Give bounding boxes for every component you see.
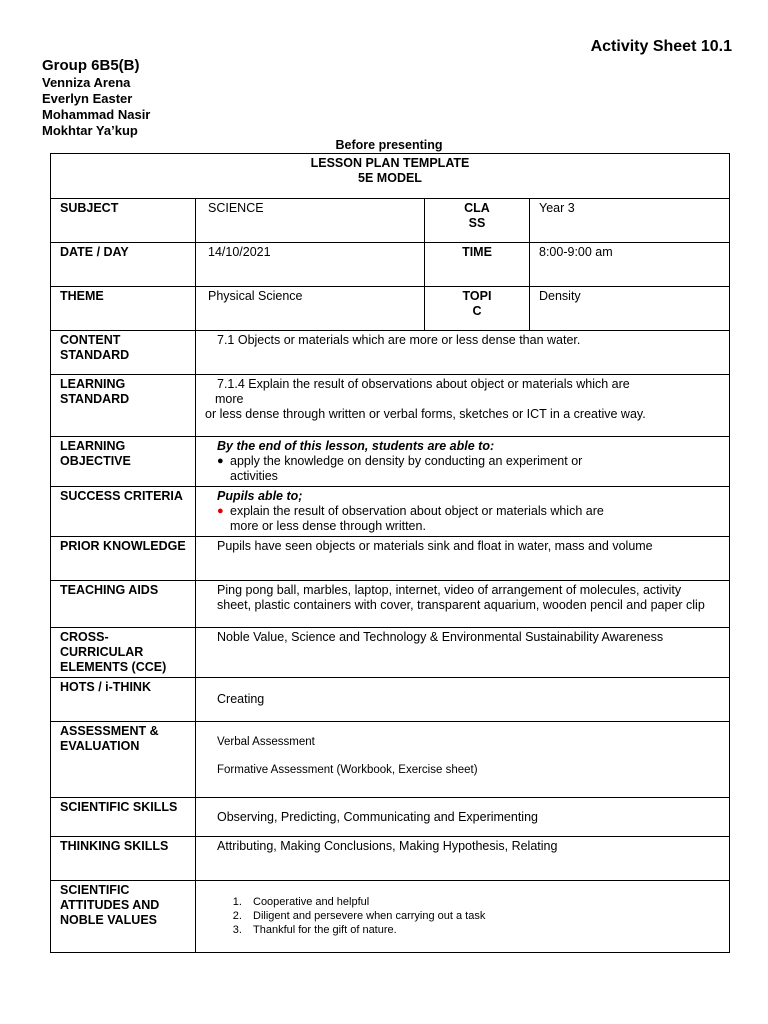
table-row bbox=[51, 678, 730, 722]
template-title: LESSON PLAN TEMPLATE bbox=[310, 156, 470, 170]
scientific-attitudes-value bbox=[196, 881, 730, 953]
topic-label-line: TOPI bbox=[462, 289, 492, 303]
date-value: 14/10/2021 bbox=[208, 245, 271, 259]
table-row bbox=[51, 722, 730, 798]
table-row bbox=[51, 243, 730, 287]
list-item: 3. Thankful for the gift of nature. bbox=[245, 923, 720, 937]
red-bullet-icon: ● bbox=[217, 505, 224, 517]
teaching-aids-value: Ping pong ball, marbles, laptop, internet, video of arrangement of molecules, activity sheet, plastic containers with cover, transparent aquarium, wooden pencil and paper clip bbox=[196, 581, 730, 628]
group-member: Mohammad Nasir bbox=[42, 107, 151, 122]
table-row bbox=[51, 537, 730, 581]
group-member: Venniza Arena bbox=[42, 75, 131, 90]
table-row bbox=[51, 487, 730, 537]
teaching-aids-label: TEACHING AIDS bbox=[51, 581, 196, 628]
cce-value: Noble Value, Science and Technology & Environmental Sustainability Awareness bbox=[196, 628, 730, 678]
group-member: Mokhtar Ya’kup bbox=[42, 123, 138, 138]
prior-knowledge-label: PRIOR KNOWLEDGE bbox=[51, 537, 196, 581]
theme-label: THEME bbox=[51, 287, 196, 331]
thinking-skills-label: THINKING SKILLS bbox=[51, 837, 196, 881]
table-row bbox=[51, 837, 730, 881]
prior-knowledge-value: Pupils have seen objects or materials sink and float in water, mass and volume bbox=[196, 537, 730, 581]
list-item bbox=[217, 454, 720, 469]
learning-objective-label: LEARNING OBJECTIVE bbox=[51, 437, 196, 487]
success-criteria-label: SUCCESS CRITERIA bbox=[51, 487, 196, 537]
subject-value: SCIENCE bbox=[208, 201, 264, 215]
table-row bbox=[51, 437, 730, 487]
subject-label: SUBJECT bbox=[51, 199, 196, 243]
bullet-icon: ● bbox=[217, 455, 224, 467]
lesson-plan-table bbox=[50, 153, 730, 953]
date-label: DATE / DAY bbox=[51, 243, 196, 287]
list-item: 2. Diligent and persevere when carrying out a task bbox=[245, 909, 720, 923]
learning-standard-line: more bbox=[215, 392, 244, 406]
group-title: Group 6B5(B) bbox=[42, 57, 140, 74]
table-row bbox=[51, 287, 730, 331]
success-intro: Pupils able to; bbox=[217, 489, 303, 503]
content-standard-value: 7.1 Objects or materials which are more or less dense than water. bbox=[196, 331, 730, 375]
assessment-label: ASSESSMENT & EVALUATION bbox=[51, 722, 196, 798]
table-row bbox=[51, 628, 730, 678]
activity-sheet-title: Activity Sheet 10.1 bbox=[590, 38, 732, 55]
class-label bbox=[425, 199, 530, 243]
class-label-line: CLA bbox=[464, 201, 490, 215]
template-model: 5E MODEL bbox=[358, 171, 422, 185]
objective-intro: By the end of this lesson, students are able to: bbox=[217, 439, 495, 453]
assessment-value bbox=[196, 722, 730, 798]
topic-value: Density bbox=[530, 287, 730, 331]
success-item: explain the result of observation about object or materials which are bbox=[230, 504, 604, 518]
assessment-item: Verbal Assessment bbox=[217, 736, 315, 748]
table-row bbox=[51, 375, 730, 437]
learning-standard-line: or less dense through written or verbal forms, sketches or ICT in a creative way. bbox=[205, 407, 646, 421]
scientific-skills-label: SCIENTIFIC SKILLS bbox=[51, 798, 196, 837]
learning-objective-value bbox=[196, 437, 730, 487]
scientific-skills-value: Observing, Predicting, Communicating and Experimenting bbox=[196, 798, 730, 837]
table-header-row bbox=[51, 154, 730, 199]
hots-value: Creating bbox=[196, 678, 730, 722]
learning-standard-line: 7.1.4 Explain the result of observations about object or materials which are bbox=[217, 377, 630, 391]
list-item: 1. Cooperative and helpful bbox=[245, 895, 720, 909]
group-info bbox=[42, 57, 150, 139]
scientific-attitudes-label: SCIENTIFIC ATTITUDES AND NOBLE VALUES bbox=[51, 881, 196, 953]
theme-value: Physical Science bbox=[208, 289, 303, 303]
learning-standard-label: LEARNING STANDARD bbox=[51, 375, 196, 437]
thinking-skills-value: Attributing, Making Conclusions, Making Hypothesis, Relating bbox=[196, 837, 730, 881]
hots-label: HOTS / i-THINK bbox=[51, 678, 196, 722]
topic-label-line: C bbox=[472, 304, 482, 318]
assessment-item: Formative Assessment (Workbook, Exercise sheet) bbox=[217, 764, 478, 776]
group-member: Everlyn Easter bbox=[42, 91, 133, 106]
list-item bbox=[217, 504, 720, 519]
cce-label: CROSS-CURRICULAR ELEMENTS (CCE) bbox=[51, 628, 196, 678]
success-item-cont: more or less dense through written. bbox=[230, 519, 426, 533]
attitudes-list bbox=[205, 895, 720, 937]
content-standard-label: CONTENT STANDARD bbox=[51, 331, 196, 375]
before-presenting-label: Before presenting bbox=[335, 138, 443, 152]
table-row bbox=[51, 881, 730, 953]
topic-label bbox=[425, 287, 530, 331]
table-row bbox=[51, 581, 730, 628]
objective-item-cont: activities bbox=[230, 469, 278, 483]
success-criteria-value bbox=[196, 487, 730, 537]
table-row bbox=[51, 798, 730, 837]
learning-standard-value bbox=[196, 375, 730, 437]
table-row bbox=[51, 199, 730, 243]
class-label-line: SS bbox=[468, 216, 486, 230]
time-label: TIME bbox=[425, 243, 530, 287]
table-row bbox=[51, 331, 730, 375]
time-value: 8:00-9:00 am bbox=[530, 243, 730, 287]
table-header bbox=[51, 154, 730, 199]
class-value: Year 3 bbox=[530, 199, 730, 243]
objective-item: apply the knowledge on density by conducting an experiment or bbox=[230, 454, 583, 468]
